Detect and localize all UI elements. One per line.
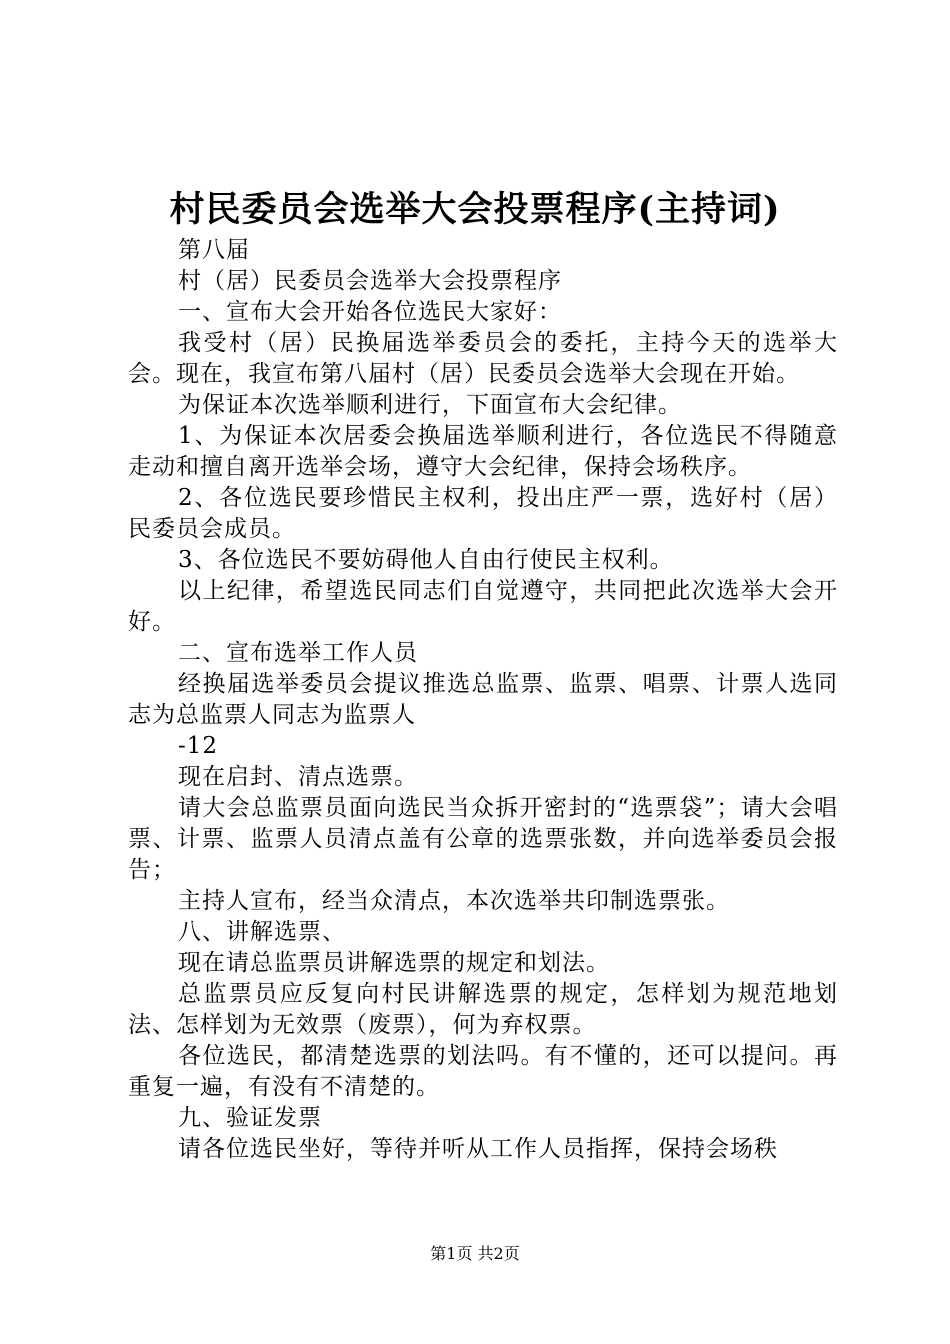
paragraph: -12 — [178, 733, 219, 759]
paragraph: 八、讲解选票、 — [178, 919, 346, 945]
document-title: 村民委员会选举大会投票程序(主持词) — [169, 189, 781, 230]
paragraph: 2、各位选民要珍惜民主权利，投出庄严一票，选好村（居）民委员会成员。 — [128, 485, 838, 542]
paragraph: 请大会总监票员面向选民当众拆开密封的“选票袋”；请大会唱票、计票、监票人员清点盖有公章的选票张数，并向选举委员会报告； — [128, 795, 838, 883]
paragraph: 二、宣布选举工作人员 — [178, 640, 418, 666]
paragraph: 1、为保证本次居委会换届选举顺利进行，各位选民不得随意走动和擅自离开选举会场，遵守大会纪律，保持会场秩序。 — [128, 423, 838, 480]
paragraph: 各位选民，都清楚选票的划法吗。有不懂的，还可以提问。再重复一遍，有没有不清楚的。 — [128, 1043, 838, 1100]
paragraph: 以上纪律，希望选民同志们自觉遵守，共同把此次选举大会开好。 — [128, 578, 838, 635]
paragraph: 3、各位选民不要妨碍他人自由行使民主权利。 — [178, 547, 674, 573]
paragraph: 我受村（居）民换届选举委员会的委托，主持今天的选举大会。现在，我宣布第八届村（居）民委员会选举大会现在开始。 — [128, 330, 838, 387]
paragraph: 九、验证发票 — [178, 1105, 322, 1131]
paragraph: 现在请总监票员讲解选票的规定和划法。 — [178, 950, 610, 976]
paragraph: 主持人宣布，经当众清点，本次选举共印制选票张。 — [178, 888, 730, 914]
document-body — [128, 235, 838, 1165]
paragraph: 请各位选民坐好，等待并听从工作人员指挥，保持会场秩 — [178, 1136, 778, 1162]
paragraph: 总监票员应反复向村民讲解选票的规定，怎样划为规范地划法、怎样划为无效票（废票），何为弃权票。 — [128, 981, 838, 1038]
paragraph: 第八届 — [178, 237, 250, 263]
paragraph: 村（居）民委员会选举大会投票程序 — [178, 268, 562, 294]
page-footer: 第1页 共2页 — [430, 1244, 520, 1263]
paragraph: 经换届选举委员会提议推选总监票、监票、唱票、计票人选同志为总监票人同志为监票人 — [128, 671, 838, 728]
paragraph: 现在启封、清点选票。 — [178, 764, 418, 790]
paragraph: 为保证本次选举顺利进行，下面宣布大会纪律。 — [178, 392, 682, 418]
paragraph: 一、宣布大会开始各位选民大家好： — [178, 299, 562, 325]
